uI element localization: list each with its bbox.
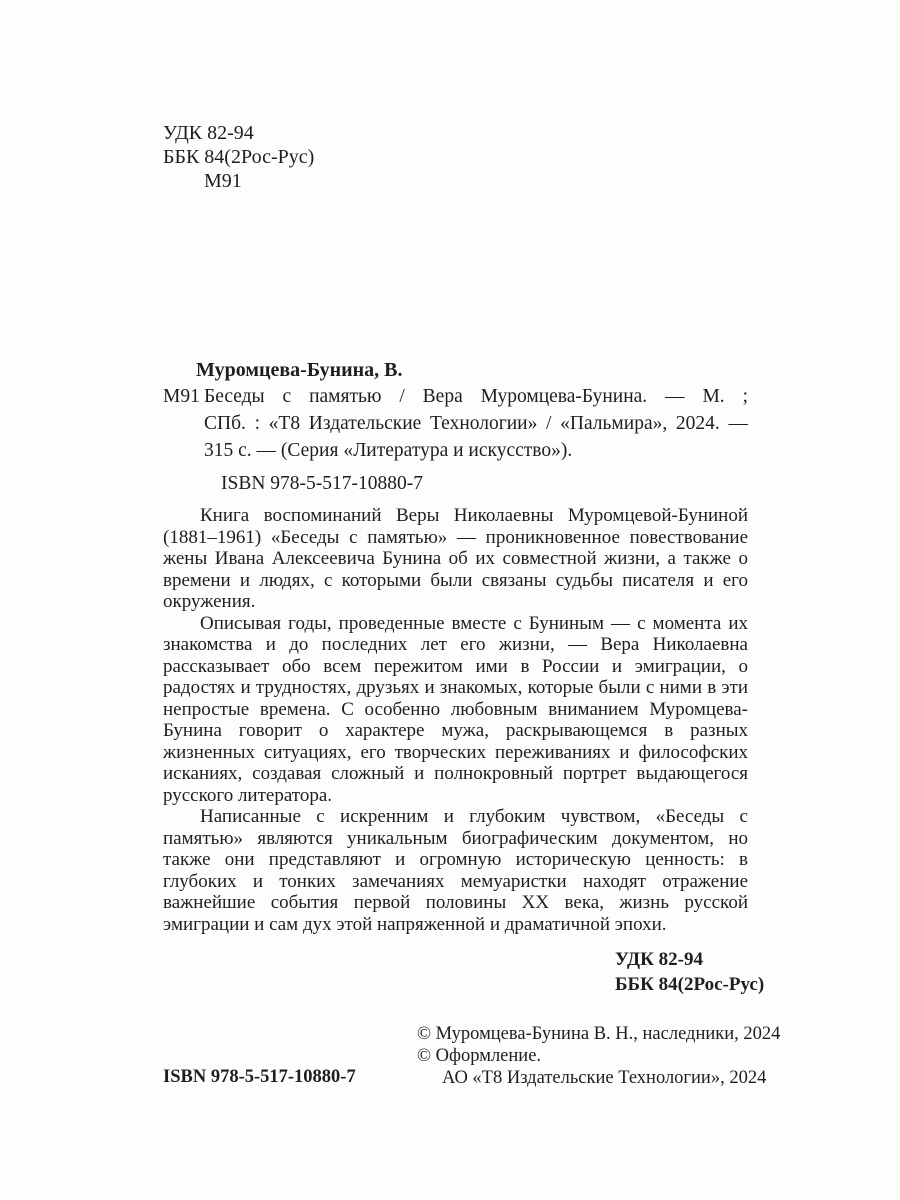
annotation-paragraph: Книга воспоминаний Веры Николаевны Муромцевой-Буниной (1881–1961) «Беседы с памятью» — проникновенное повествование жены Ивана Алексеевича Бунина об их совместной жизни, а также о времени и людях, с которыми были связаны судьбы писателя и его окружения. <box>163 505 748 612</box>
bibliographic-citation <box>163 383 748 464</box>
annotation-paragraph: Написанные с искренним и глубоким чувством, «Беседы с памятью» являются уникальным биографическим документом, но также они представляют и огромную историческую ценность: в глубоких и тонких замечаниях мемуаристки находят отражение важнейшие события первой половины XX века, жизнь русской эмиграции и сам дух этой напряженной и драматичной эпохи. <box>163 806 748 935</box>
imprint-footer <box>163 1023 781 1089</box>
annotation-paragraph: Описывая годы, проведенные вместе с Буниным — с момента их знакомства и до последних лет его жизни, — Вера Николаевна рассказывает обо всем пережитом ими в России и эмиграции, о радостях и трудностях, друзьях и знакомых, которые были с ними в эти непростые времена. С особенно любовным вниманием Муромцева-Бунина говорит о характере мужа, раскрывающемся в разных жизненных ситуациях, его творческих переживаниях и философских исканиях, создавая сложный и полнокровный портрет выдающегося русского литератора. <box>163 612 748 806</box>
udk-code-bottom: УДК 82-94 <box>615 949 703 970</box>
bottom-classification-codes <box>615 948 765 997</box>
publisher-line: АО «Т8 Издательские Технологии», 2024 <box>442 1068 767 1088</box>
author-heading: Муромцева-Бунина, В. <box>196 359 403 381</box>
copyright-column <box>417 1023 781 1089</box>
citation-line: Беседы с памятью / Вера Муромцева-Бунина. — М. ; <box>204 386 748 407</box>
isbn-bottom: ISBN 978-5-517-10880-7 <box>163 1067 356 1087</box>
citation-line: СПб. : «Т8 Издательские Технологии» / «Пальмира», 2024. — <box>204 413 748 434</box>
isbn-top: ISBN 978-5-517-10880-7 <box>221 473 424 494</box>
copyright-design-line: © Оформление. <box>417 1046 542 1066</box>
citation-author-sign: М91 <box>163 386 200 407</box>
top-classification-codes <box>163 121 748 193</box>
udk-code: УДК 82-94 <box>163 122 254 144</box>
bbk-code-bottom: ББК 84(2Рос-Рус) <box>615 973 765 995</box>
citation-line: 315 с. — (Серия «Литература и искусство»). <box>204 440 573 461</box>
author-sign-code: М91 <box>204 170 242 192</box>
bbk-code: ББК 84(2Рос-Рус) <box>163 146 315 168</box>
copyright-author-line: © Муромцева-Бунина В. Н., наследники, 2024 <box>417 1024 781 1044</box>
annotation <box>163 505 748 935</box>
